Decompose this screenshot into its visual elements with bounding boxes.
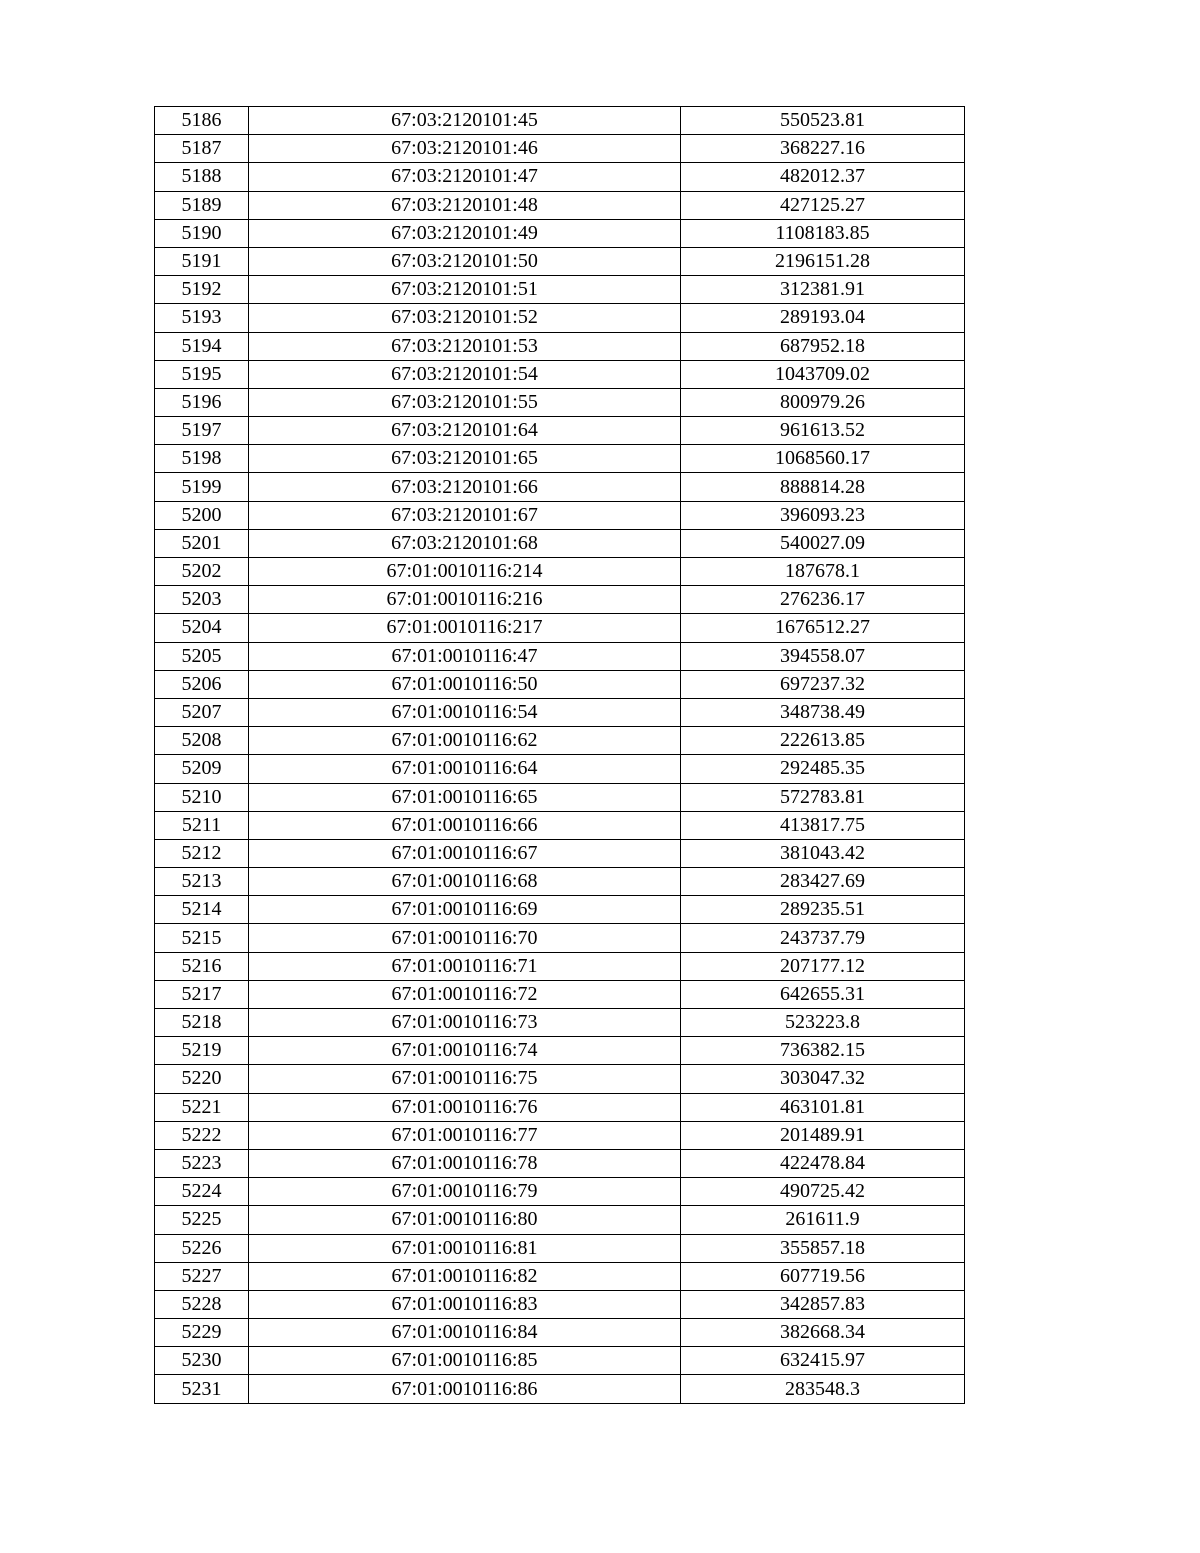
cadastral-value-cell: 800979.26 [681,388,965,416]
cadastral-number-cell: 67:01:0010116:62 [249,727,681,755]
table-row [155,473,965,501]
table-row [155,1065,965,1093]
row-number-cell: 5197 [155,417,249,445]
cadastral-value-cell: 222613.85 [681,727,965,755]
row-number-cell: 5190 [155,219,249,247]
cadastral-value-cell: 490725.42 [681,1178,965,1206]
table-row [155,163,965,191]
table-row [155,727,965,755]
cadastral-number-cell: 67:01:0010116:214 [249,558,681,586]
row-number-cell: 5223 [155,1149,249,1177]
row-number-cell: 5196 [155,388,249,416]
table-row [155,1319,965,1347]
cadastral-value-cell: 2196151.28 [681,247,965,275]
cadastral-value-cell: 540027.09 [681,529,965,557]
table-row [155,1093,965,1121]
cadastral-value-cell: 572783.81 [681,783,965,811]
cadastral-number-cell: 67:01:0010116:83 [249,1290,681,1318]
row-number-cell: 5226 [155,1234,249,1262]
row-number-cell: 5227 [155,1262,249,1290]
table-row [155,614,965,642]
cadastral-value-cell: 312381.91 [681,276,965,304]
cadastral-value-cell: 243737.79 [681,924,965,952]
table-row [155,1206,965,1234]
cadastral-number-cell: 67:01:0010116:78 [249,1149,681,1177]
table-row [155,783,965,811]
row-number-cell: 5200 [155,501,249,529]
table-row [155,811,965,839]
row-number-cell: 5193 [155,304,249,332]
row-number-cell: 5229 [155,1319,249,1347]
table-row [155,135,965,163]
row-number-cell: 5192 [155,276,249,304]
cadastral-value-cell: 687952.18 [681,332,965,360]
cadastral-number-cell: 67:01:0010116:79 [249,1178,681,1206]
row-number-cell: 5188 [155,163,249,191]
row-number-cell: 5221 [155,1093,249,1121]
cadastral-value-cell: 342857.83 [681,1290,965,1318]
row-number-cell: 5206 [155,670,249,698]
cadastral-number-cell: 67:03:2120101:53 [249,332,681,360]
cadastral-number-cell: 67:01:0010116:74 [249,1037,681,1065]
cadastral-number-cell: 67:01:0010116:68 [249,868,681,896]
cadastral-number-cell: 67:01:0010116:73 [249,1009,681,1037]
table-row [155,332,965,360]
cadastral-value-cell: 283548.3 [681,1375,965,1403]
row-number-cell: 5224 [155,1178,249,1206]
cadastral-number-cell: 67:01:0010116:67 [249,839,681,867]
cadastral-value-cell: 482012.37 [681,163,965,191]
cadastral-number-cell: 67:01:0010116:217 [249,614,681,642]
row-number-cell: 5198 [155,445,249,473]
row-number-cell: 5211 [155,811,249,839]
row-number-cell: 5213 [155,868,249,896]
cadastral-number-cell: 67:01:0010116:85 [249,1347,681,1375]
table-row [155,529,965,557]
cadastral-value-cell: 187678.1 [681,558,965,586]
row-number-cell: 5218 [155,1009,249,1037]
cadastral-value-cell: 201489.91 [681,1121,965,1149]
cadastral-number-cell: 67:03:2120101:54 [249,360,681,388]
table-row [155,1149,965,1177]
cadastral-value-cell: 413817.75 [681,811,965,839]
cadastral-number-cell: 67:03:2120101:50 [249,247,681,275]
row-number-cell: 5194 [155,332,249,360]
cadastral-value-cell: 422478.84 [681,1149,965,1177]
cadastral-number-cell: 67:03:2120101:55 [249,388,681,416]
table-row [155,924,965,952]
cadastral-number-cell: 67:01:0010116:71 [249,952,681,980]
row-number-cell: 5219 [155,1037,249,1065]
row-number-cell: 5207 [155,698,249,726]
cadastral-number-cell: 67:01:0010116:72 [249,980,681,1008]
table-row [155,276,965,304]
cadastral-value-cell: 550523.81 [681,107,965,135]
cadastral-number-cell: 67:01:0010116:66 [249,811,681,839]
row-number-cell: 5228 [155,1290,249,1318]
row-number-cell: 5208 [155,727,249,755]
row-number-cell: 5195 [155,360,249,388]
cadastral-number-cell: 67:01:0010116:80 [249,1206,681,1234]
row-number-cell: 5231 [155,1375,249,1403]
table-row [155,1290,965,1318]
table-row [155,247,965,275]
table-row [155,642,965,670]
cadastral-number-cell: 67:03:2120101:65 [249,445,681,473]
table-row [155,1347,965,1375]
table-row [155,1121,965,1149]
cadastral-value-cell: 523223.8 [681,1009,965,1037]
cadastral-value-cell: 207177.12 [681,952,965,980]
table-body [155,107,965,1404]
cadastral-value-cell: 292485.35 [681,755,965,783]
table-row [155,1009,965,1037]
row-number-cell: 5216 [155,952,249,980]
cadastral-number-cell: 67:01:0010116:77 [249,1121,681,1149]
row-number-cell: 5210 [155,783,249,811]
cadastral-value-cell: 961613.52 [681,417,965,445]
row-number-cell: 5187 [155,135,249,163]
table-row [155,191,965,219]
row-number-cell: 5222 [155,1121,249,1149]
cadastral-number-cell: 67:01:0010116:64 [249,755,681,783]
table-row [155,304,965,332]
cadastral-number-cell: 67:01:0010116:54 [249,698,681,726]
row-number-cell: 5214 [155,896,249,924]
row-number-cell: 5191 [155,247,249,275]
cadastral-value-cell: 1068560.17 [681,445,965,473]
table-row [155,445,965,473]
table-row [155,670,965,698]
cadastral-value-cell: 1043709.02 [681,360,965,388]
cadastral-number-cell: 67:01:0010116:50 [249,670,681,698]
cadastral-value-cell: 394558.07 [681,642,965,670]
cadastral-value-cell: 632415.97 [681,1347,965,1375]
row-number-cell: 5220 [155,1065,249,1093]
cadastral-value-cell: 303047.32 [681,1065,965,1093]
cadastral-value-cell: 697237.32 [681,670,965,698]
cadastral-value-cell: 1108183.85 [681,219,965,247]
row-number-cell: 5204 [155,614,249,642]
cadastral-value-cell: 355857.18 [681,1234,965,1262]
cadastral-number-cell: 67:03:2120101:47 [249,163,681,191]
cadastral-number-cell: 67:01:0010116:84 [249,1319,681,1347]
table-row [155,417,965,445]
cadastre-value-table [154,106,965,1404]
cadastral-value-cell: 396093.23 [681,501,965,529]
cadastral-number-cell: 67:03:2120101:48 [249,191,681,219]
table-row [155,980,965,1008]
cadastral-number-cell: 67:03:2120101:66 [249,473,681,501]
cadastral-value-cell: 276236.17 [681,586,965,614]
cadastral-number-cell: 67:01:0010116:216 [249,586,681,614]
table-row [155,839,965,867]
cadastral-value-cell: 888814.28 [681,473,965,501]
cadastral-value-cell: 382668.34 [681,1319,965,1347]
cadastral-value-cell: 642655.31 [681,980,965,1008]
cadastral-number-cell: 67:01:0010116:76 [249,1093,681,1121]
row-number-cell: 5203 [155,586,249,614]
cadastral-value-cell: 607719.56 [681,1262,965,1290]
cadastral-value-cell: 427125.27 [681,191,965,219]
row-number-cell: 5217 [155,980,249,1008]
table-row [155,896,965,924]
row-number-cell: 5209 [155,755,249,783]
cadastral-value-cell: 736382.15 [681,1037,965,1065]
table-row [155,1262,965,1290]
cadastral-value-cell: 463101.81 [681,1093,965,1121]
table-row [155,586,965,614]
cadastral-value-cell: 368227.16 [681,135,965,163]
cadastral-value-cell: 1676512.27 [681,614,965,642]
row-number-cell: 5215 [155,924,249,952]
table-row [155,501,965,529]
cadastral-value-cell: 283427.69 [681,868,965,896]
row-number-cell: 5212 [155,839,249,867]
cadastral-number-cell: 67:01:0010116:82 [249,1262,681,1290]
row-number-cell: 5225 [155,1206,249,1234]
row-number-cell: 5230 [155,1347,249,1375]
cadastral-number-cell: 67:03:2120101:51 [249,276,681,304]
table-row [155,1375,965,1403]
row-number-cell: 5189 [155,191,249,219]
cadastral-number-cell: 67:03:2120101:68 [249,529,681,557]
cadastral-number-cell: 67:03:2120101:49 [249,219,681,247]
table-row [155,360,965,388]
cadastral-number-cell: 67:01:0010116:69 [249,896,681,924]
cadastral-value-cell: 381043.42 [681,839,965,867]
row-number-cell: 5202 [155,558,249,586]
row-number-cell: 5201 [155,529,249,557]
cadastral-value-cell: 261611.9 [681,1206,965,1234]
cadastral-number-cell: 67:03:2120101:45 [249,107,681,135]
cadastral-value-cell: 289235.51 [681,896,965,924]
cadastral-value-cell: 289193.04 [681,304,965,332]
cadastral-number-cell: 67:01:0010116:70 [249,924,681,952]
cadastral-number-cell: 67:01:0010116:86 [249,1375,681,1403]
table-row [155,219,965,247]
table-row [155,755,965,783]
table-row [155,698,965,726]
cadastral-number-cell: 67:01:0010116:65 [249,783,681,811]
table-row [155,952,965,980]
table-row [155,388,965,416]
row-number-cell: 5205 [155,642,249,670]
cadastral-number-cell: 67:01:0010116:75 [249,1065,681,1093]
table-row [155,1037,965,1065]
cadastral-number-cell: 67:03:2120101:64 [249,417,681,445]
table-row [155,107,965,135]
cadastral-number-cell: 67:03:2120101:52 [249,304,681,332]
table-row [155,1234,965,1262]
table-row [155,868,965,896]
row-number-cell: 5199 [155,473,249,501]
table-row [155,1178,965,1206]
cadastral-value-cell: 348738.49 [681,698,965,726]
cadastral-number-cell: 67:01:0010116:81 [249,1234,681,1262]
cadastral-number-cell: 67:03:2120101:67 [249,501,681,529]
table-row [155,558,965,586]
cadastral-number-cell: 67:03:2120101:46 [249,135,681,163]
cadastral-number-cell: 67:01:0010116:47 [249,642,681,670]
row-number-cell: 5186 [155,107,249,135]
